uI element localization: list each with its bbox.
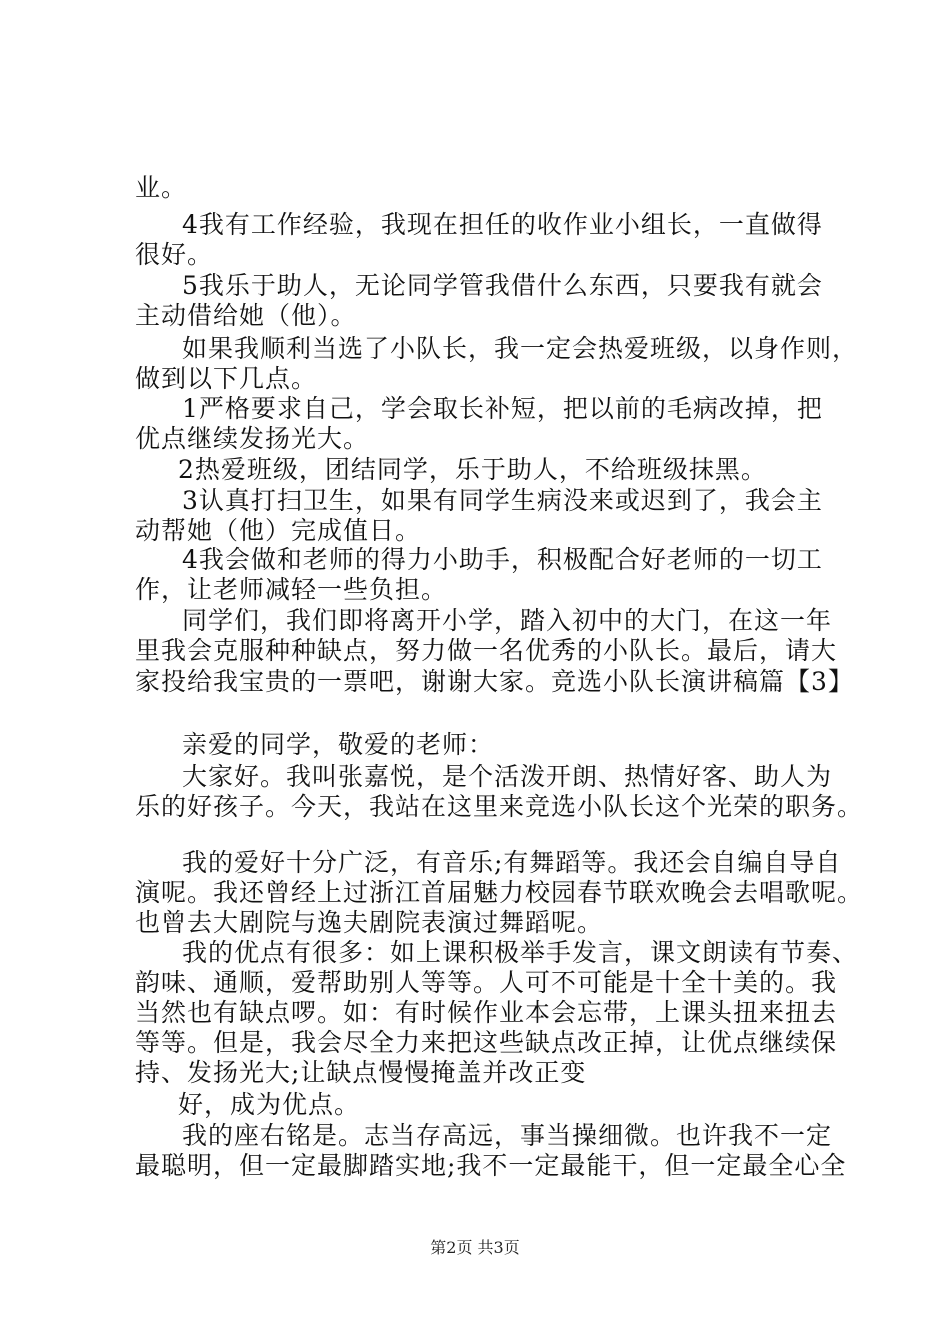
text-line: 持、发扬光大;让缺点慢慢掩盖并改正变 xyxy=(135,1058,587,1087)
text-line: 主动借给她（他）。 xyxy=(135,301,357,330)
text-line: 同学们，我们即将离开小学，踏入初中的大门，在这一年 xyxy=(182,606,833,635)
text-line: 里我会克服种种缺点，努力做一名优秀的小队长。最后，请大 xyxy=(135,636,838,665)
text-line: 做到以下几点。 xyxy=(135,364,318,393)
text-line: 最聪明，但一定最脚踏实地;我不一定最能干，但一定最全心全 xyxy=(135,1151,847,1180)
text-line: 4我有工作经验，我现在担任的收作业小组长，一直做得 xyxy=(182,210,823,239)
text-line: 动帮她（他）完成值日。 xyxy=(135,516,422,545)
text-line: 家投给我宝贵的一票吧，谢谢大家。竞选小队长演讲稿篇【3】 xyxy=(135,667,854,696)
text-line: 我的爱好十分广泛，有音乐;有舞蹈等。我还会自编自导自 xyxy=(182,848,842,877)
text-line: 优点继续发扬光大。 xyxy=(135,424,370,453)
text-line: 5我乐于助人，无论同学管我借什么东西，只要我有就会 xyxy=(182,271,823,300)
text-line: 演呢。我还曾经上过浙江首届魅力校园春节联欢晚会去唱歌呢。 xyxy=(135,878,864,907)
text-line: 也曾去大剧院与逸夫剧院表演过舞蹈呢。 xyxy=(135,908,604,937)
text-line: 当然也有缺点啰。如：有时候作业本会忘带，上课头扭来扭去 xyxy=(135,998,838,1027)
text-line: 2热爱班级，团结同学，乐于助人，不给班级抹黑。 xyxy=(178,455,767,484)
text-line: 大家好。我叫张嘉悦，是个活泼开朗、热情好客、助人为 xyxy=(182,762,833,791)
text-line: 等等。但是，我会尽全力来把这些缺点改正掉，让优点继续保 xyxy=(135,1028,838,1057)
text-line: 亲爱的同学，敬爱的老师： xyxy=(182,730,495,759)
text-line: 业。 xyxy=(135,173,188,202)
text-line: 好，成为优点。 xyxy=(178,1090,361,1119)
text-line: 如果我顺利当选了小队长，我一定会热爱班级，以身作则， xyxy=(182,334,859,363)
text-line: 很好。 xyxy=(135,240,214,269)
text-line: 4我会做和老师的得力小助手，积极配合好老师的一切工 xyxy=(182,545,823,574)
text-line: 我的座右铭是。志当存高远，事当操细微。也许我不一定 xyxy=(182,1121,833,1150)
text-line: 乐的好孩子。今天，我站在这里来竞选小队长这个光荣的职务。 xyxy=(135,792,864,821)
text-line: 我的优点有很多：如上课积极举手发言，课文朗读有节奏、 xyxy=(182,938,859,967)
text-line: 韵味、通顺，爱帮助别人等等。人可不可能是十全十美的。我 xyxy=(135,968,838,997)
text-line: 3认真打扫卫生，如果有同学生病没来或迟到了，我会主 xyxy=(182,486,823,515)
page-number-footer: 第2页 共3页 xyxy=(430,1238,520,1257)
text-line: 作，让老师减轻一些负担。 xyxy=(135,575,448,604)
text-line: 1严格要求自己，学会取长补短，把以前的毛病改掉，把 xyxy=(182,394,823,423)
